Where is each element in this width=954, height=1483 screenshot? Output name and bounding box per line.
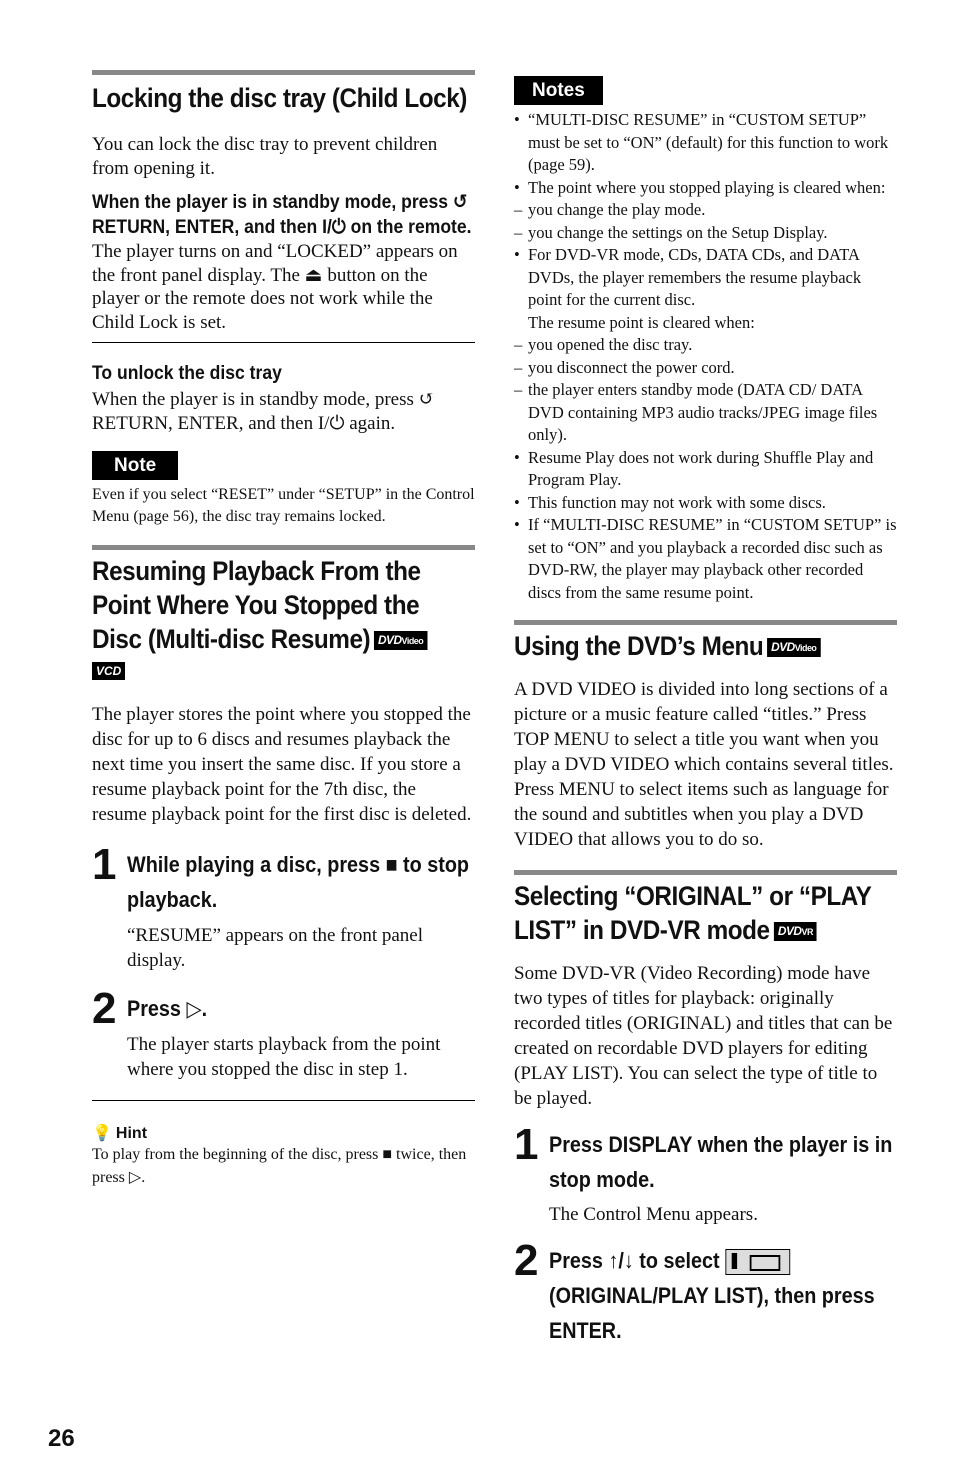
step-title: Press ▷.: [127, 996, 208, 1022]
unlock-heading: To unlock the disc tray: [92, 362, 282, 384]
resume-step-2: [92, 984, 475, 1082]
dvd-vr-logo: [774, 922, 817, 941]
dvd-vr-step-1: [514, 1120, 897, 1227]
lightbulb-icon: 💡: [92, 1125, 112, 1143]
divider: [92, 1100, 475, 1101]
child-lock-heading: Locking the disc tray (Child Lock): [92, 83, 467, 113]
note-item: – you opened the disc tray.: [514, 334, 897, 357]
step-text: The player starts playback from the point where you stopped the disc in step 1.: [127, 1034, 441, 1081]
notes-badge: Notes: [514, 76, 603, 105]
step-title-part-b: (ORIGINAL/PLAY LIST), then press ENTER.: [549, 1282, 875, 1343]
step-number: 2: [92, 984, 117, 1034]
logo-dvd-text: DVD: [777, 924, 802, 939]
note-item: The resume point is cleared when:: [528, 312, 755, 332]
dvd-menu-text: A DVD VIDEO is divided into long sections of a picture or a music feature called “titles.” Press TOP MENU to select a title you want when you play a DVD VIDEO which contains several titles.: [514, 679, 894, 775]
logo-dvd-text: DVD: [771, 640, 795, 655]
note-item: • Resume Play does not work during Shuffle Play and Program Play.: [514, 447, 897, 492]
dvd-vr-heading-text: Selecting “ORIGINAL” or “PLAY LIST” in DVD-VR mode: [514, 881, 871, 945]
step-number: 1: [92, 840, 117, 890]
step-text: The Control Menu appears.: [549, 1204, 758, 1225]
left-column: [92, 70, 475, 1189]
resume-section: [92, 545, 475, 680]
step-title-part-a: Press ↑/↓ to select: [549, 1247, 720, 1273]
dvd-menu-heading-text: Using the DVD’s Menu: [514, 631, 764, 661]
page-number: 26: [48, 1425, 75, 1452]
note-block: [92, 451, 475, 527]
note-item: – you change the settings on the Setup Display.: [514, 222, 897, 245]
child-lock-instruction: When the player is in standby mode, press ↺ RETURN, ENTER, and then I/⏻ on the remote.: [92, 191, 472, 238]
dvd-video-logo: [767, 638, 820, 657]
original-playlist-icon: [725, 1249, 790, 1275]
step-text: “RESUME” appears on the front panel display.: [127, 925, 423, 972]
note-item: • If “MULTI-DISC RESUME” in “CUSTOM SETUP” is set to “ON” and you playback a recorded disc such as DVD-RW, the player may playback other recorded discs from the same resume point.: [514, 514, 897, 604]
resume-heading: [92, 554, 475, 656]
divider: [92, 342, 475, 343]
note-item: – you disconnect the power cord.: [514, 357, 897, 380]
hint-text: To play from the beginning of the disc, press ■ twice, then press ▷.: [92, 1146, 467, 1187]
dvd-vr-text: Some DVD-VR (Video Recording) mode have two types of titles for playback: originally recorded titles (ORIGINAL) and titles that can be created on recordable DVD players for editing (PLAY LIST). You can select the type of title to be played.: [514, 963, 893, 1109]
right-column: [514, 76, 897, 1348]
dvd-menu-section: [514, 620, 897, 663]
unlock-text: When the player is in standby mode, press ↺ RETURN, ENTER, and then I/⏻ again.: [92, 389, 435, 434]
child-lock-result: The player turns on and “LOCKED” appears on the front panel display. The ⏏ button on the player or the remote does not work while the Child Lock is set.: [92, 241, 458, 333]
child-lock-section: [92, 70, 475, 115]
step-title: While playing a disc, press ■ to stop playback.: [127, 852, 470, 913]
dvd-menu-heading: [514, 629, 897, 663]
logo-dvd-sub: Video: [401, 636, 424, 647]
note-item: • “MULTI-DISC RESUME” in “CUSTOM SETUP” must be set to “ON” (default) for this function to work (page 59).: [514, 109, 897, 177]
note-badge: Note: [92, 451, 178, 480]
resume-step-1: [92, 840, 475, 973]
dvd-vr-heading: [514, 879, 897, 947]
note-item: • This function may not work with some discs.: [514, 492, 897, 515]
note-item: • The point where you stopped playing is cleared when:: [514, 177, 897, 200]
child-lock-intro: You can lock the disc tray to prevent children from opening it.: [92, 134, 438, 179]
logo-vr-sub: VR: [801, 927, 813, 938]
dvd-vr-step-2: [514, 1235, 897, 1348]
note-item: – the player enters standby mode (DATA CD/ DATA DVD containing MP3 audio tracks/JPEG image files only).: [514, 379, 897, 447]
dvd-vr-section: [514, 870, 897, 947]
step-number: 1: [514, 1120, 539, 1169]
step-title: [549, 1243, 896, 1348]
logo-dvd-text: DVD: [378, 633, 402, 648]
note-item: • For DVD-VR mode, CDs, DATA CDs, and DATA DVDs, the player remembers the resume playback point for the current disc.: [514, 244, 897, 312]
hint-block: [92, 1123, 475, 1189]
dvd-menu-text-2: Press MENU to select items such as language for the sound and subtitles when you play a DVD VIDEO that allows you to do so.: [514, 779, 889, 850]
step-number: 2: [514, 1235, 539, 1285]
logo-dvd-sub: Video: [794, 643, 817, 654]
note-item: – you change the play mode.: [514, 199, 897, 222]
hint-label: Hint: [115, 1125, 148, 1143]
note-text: Even if you select “RESET” under “SETUP” in the Control Menu (page 56), the disc tray remains locked.: [92, 486, 475, 525]
dvd-video-logo: [374, 631, 427, 650]
resume-intro: The player stores the point where you stopped the disc for up to 6 discs and resumes playback the next time you insert the same disc. If you store a resume playback point for the 7th disc, the resume playback point for the first disc is deleted.: [92, 704, 472, 826]
resume-heading-text: Resuming Playback From the Point Where You Stopped the Disc (Multi-disc Resume): [92, 556, 421, 654]
step-title: Press DISPLAY when the player is in stop mode.: [549, 1132, 893, 1192]
notes-list: [514, 109, 897, 604]
vcd-logo: VCD: [92, 662, 125, 680]
